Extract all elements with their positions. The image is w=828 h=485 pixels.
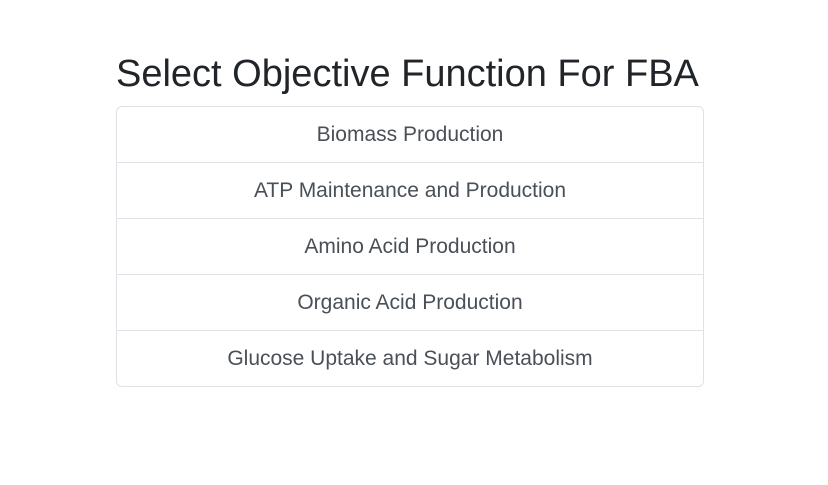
objective-function-list — [116, 106, 704, 387]
objective-item-amino-acid-production[interactable]: Amino Acid Production — [117, 219, 703, 275]
page-title: Select Objective Function For FBA — [116, 53, 699, 95]
objective-item-biomass-production[interactable]: Biomass Production — [117, 107, 703, 163]
objective-item-atp-maintenance-and-production[interactable]: ATP Maintenance and Production — [117, 163, 703, 219]
objective-item-glucose-uptake-and-sugar-metabolism[interactable]: Glucose Uptake and Sugar Metabolism — [227, 347, 593, 370]
objective-item-organic-acid-production[interactable]: Organic Acid Production — [117, 275, 703, 331]
